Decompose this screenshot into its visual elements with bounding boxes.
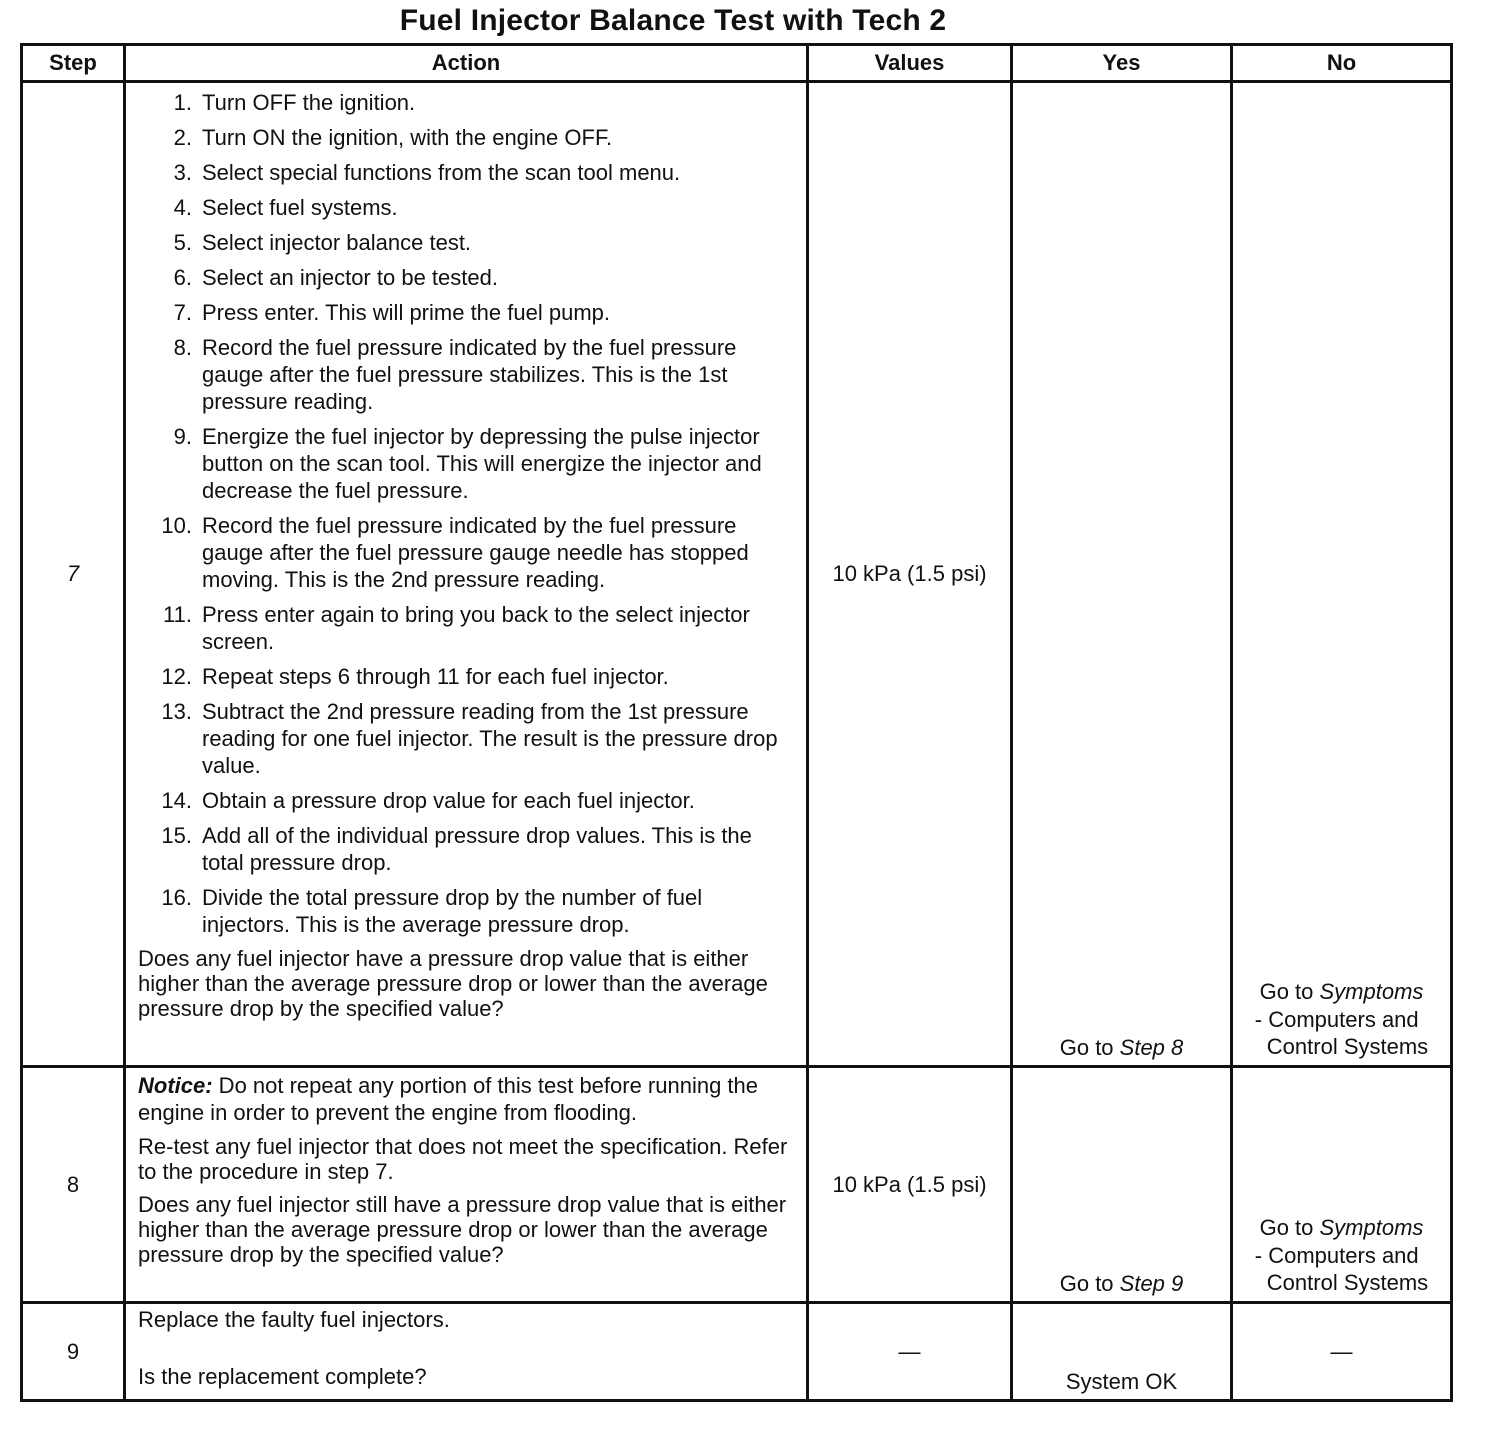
step-7-question: Does any fuel injector have a pressure drop value that is either higher than the average pressure drop or lower than the average pressure drop by the specified value? <box>138 946 768 1021</box>
goto-symptoms-link[interactable]: Symptoms <box>1319 1215 1424 1240</box>
yes-cell: Go to Step 9 <box>1012 1067 1232 1303</box>
no-line-computers: - Computers and <box>1254 1243 1419 1268</box>
goto-step-8-link[interactable]: Step 8 <box>1119 1035 1184 1060</box>
list-item: 2. Turn ON the ignition, with the engine OFF. <box>173 125 613 150</box>
table-row-step-8 <box>22 1067 1452 1303</box>
list-item: 15. Add all of the individual pressure drop values. This is the total pressure drop. <box>161 823 752 875</box>
step-number: 9 <box>22 1303 125 1401</box>
list-item: 6. Select an injector to be tested. <box>173 265 498 290</box>
step-number: 8 <box>22 1067 125 1303</box>
list-item: 13. Subtract the 2nd pressure reading from the 1st pressure reading for one fuel injector. The result is the pressure drop value. <box>161 699 778 778</box>
list-item: 10. Record the fuel pressure indicated by the fuel pressure gauge after the fuel pressure gauge needle has stopped moving. This is the 2nd pressure reading. <box>161 513 749 592</box>
header-values: Values <box>808 45 1012 82</box>
yes-cell: Go to Step 8 <box>1012 82 1232 1067</box>
no-line-computers: - Computers and <box>1254 1007 1419 1032</box>
retest-paragraph: Re-test any fuel injector that does not meet the specification. Refer to the procedure in step 7. <box>138 1134 788 1184</box>
no-cell: Go to Symptoms - Computers and Control Systems <box>1232 82 1452 1067</box>
table-row-step-7 <box>22 82 1452 1067</box>
notice-label: Notice: <box>138 1073 213 1098</box>
no-cell: Go to Symptoms - Computers and Control Systems <box>1232 1067 1452 1303</box>
step-8-question: Does any fuel injector still have a pressure drop value that is either higher than the average pressure drop or lower than the average pressure drop by the specified value? <box>138 1192 787 1267</box>
header-action: Action <box>125 45 808 82</box>
action-cell <box>125 82 808 1067</box>
list-item: 3. Select special functions from the scan tool menu. <box>173 160 681 185</box>
header-no: No <box>1232 45 1452 82</box>
table-header-row <box>22 45 1452 82</box>
spec-value: 10 kPa (1.5 psi) <box>808 1067 1012 1303</box>
spec-value: — <box>808 1303 1012 1401</box>
page-title: Fuel Injector Balance Test with Tech 2 <box>399 4 947 37</box>
action-cell <box>125 1303 808 1401</box>
replace-instruction: Replace the faulty fuel injectors. <box>138 1307 450 1332</box>
notice-paragraph: Notice: Do not repeat any portion of this test before running the engine in order to prevent the engine from flooding. <box>138 1073 759 1125</box>
action-cell <box>125 1067 808 1303</box>
goto-step-9-link[interactable]: Step 9 <box>1119 1271 1184 1296</box>
no-line-control-systems: Control Systems <box>1266 1034 1429 1059</box>
list-item: 14. Obtain a pressure drop value for each fuel injector. <box>161 788 695 813</box>
spec-value: 10 kPa (1.5 psi) <box>808 82 1012 1067</box>
list-item: 12. Repeat steps 6 through 11 for each fuel injector. <box>161 664 669 689</box>
list-item: 4. Select fuel systems. <box>173 195 398 220</box>
step-number: 7 <box>22 82 125 1067</box>
step-9-question: Is the replacement complete? <box>138 1364 427 1389</box>
list-item: 8. Record the fuel pressure indicated by the fuel pressure gauge after the fuel pressure stabilizes. This is the 1st pressure reading. <box>173 335 737 414</box>
yes-cell[interactable]: System OK <box>1012 1303 1232 1401</box>
no-line-control-systems: Control Systems <box>1266 1270 1429 1295</box>
list-item: 5. Select injector balance test. <box>173 230 472 255</box>
no-cell: — <box>1232 1303 1452 1401</box>
list-item: 11. Press enter again to bring you back to the select injector screen. <box>163 602 750 654</box>
goto-symptoms-link[interactable]: Symptoms <box>1319 979 1424 1004</box>
list-item: 7. Press enter. This will prime the fuel pump. <box>173 300 610 325</box>
procedure-list <box>138 89 796 938</box>
list-item: 9. Energize the fuel injector by depressing the pulse injector button on the scan tool. This will energize the injector and decrease the fuel pressure. <box>173 424 762 503</box>
diagnostic-table <box>20 43 1453 1402</box>
header-yes: Yes <box>1012 45 1232 82</box>
list-item: 16. Divide the total pressure drop by the number of fuel injectors. This is the average pressure drop. <box>161 885 703 937</box>
list-item: 1. Turn OFF the ignition. <box>173 90 416 115</box>
header-step: Step <box>22 45 125 82</box>
table-row-step-9 <box>22 1303 1452 1401</box>
